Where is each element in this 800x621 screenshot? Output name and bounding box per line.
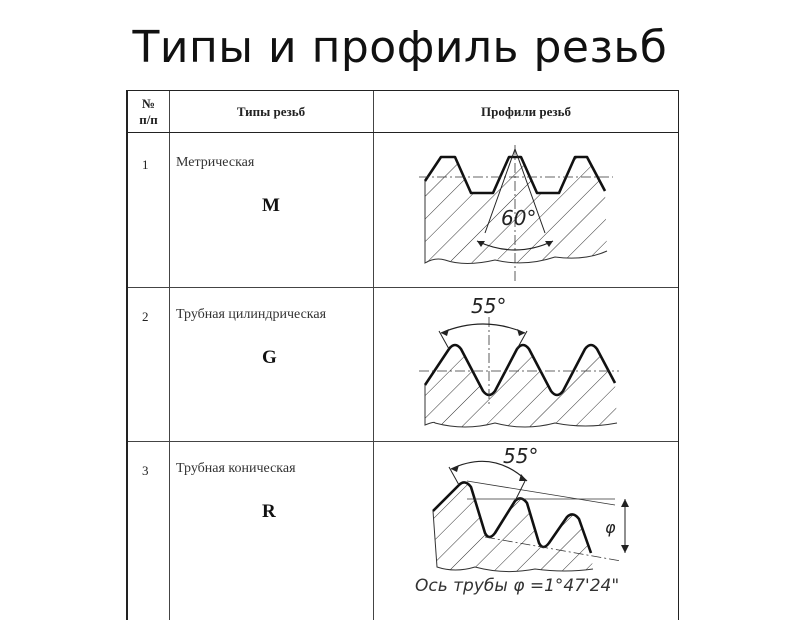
thread-type-name: Трубная коническая [176, 461, 296, 476]
row-number: 2 [142, 309, 149, 324]
phi-label: φ [605, 518, 616, 537]
pipe-conical-thread-profile-drawing [375, 441, 681, 601]
thread-type-name: Трубная цилиндрическая [176, 307, 327, 322]
row-number: 3 [142, 463, 149, 478]
table-header [128, 91, 678, 133]
angle-label: 55° [471, 294, 507, 318]
table-row [128, 133, 678, 287]
thread-code: M [262, 195, 280, 216]
angle-label: 60° [501, 206, 537, 230]
angle-label: 55° [503, 444, 539, 468]
thread-type-name: Метрическая [176, 155, 255, 170]
thread-code: R [262, 501, 276, 522]
table-row [128, 287, 678, 441]
axis-note: Ось трубы φ =1°47'24" [415, 576, 620, 596]
header-num: № п/п [139, 96, 158, 127]
header-type: Типы резьб [236, 104, 306, 119]
row-number: 1 [142, 157, 149, 172]
pipe-cylindrical-thread-profile-drawing [375, 287, 681, 441]
header-profile: Профили резьб [481, 104, 571, 119]
thread-types-table [126, 90, 679, 620]
slide-title: Типы и профиль резьб [132, 22, 668, 73]
table-row [128, 441, 678, 621]
thread-code: G [262, 347, 277, 368]
metric-thread-profile-drawing [375, 133, 681, 287]
